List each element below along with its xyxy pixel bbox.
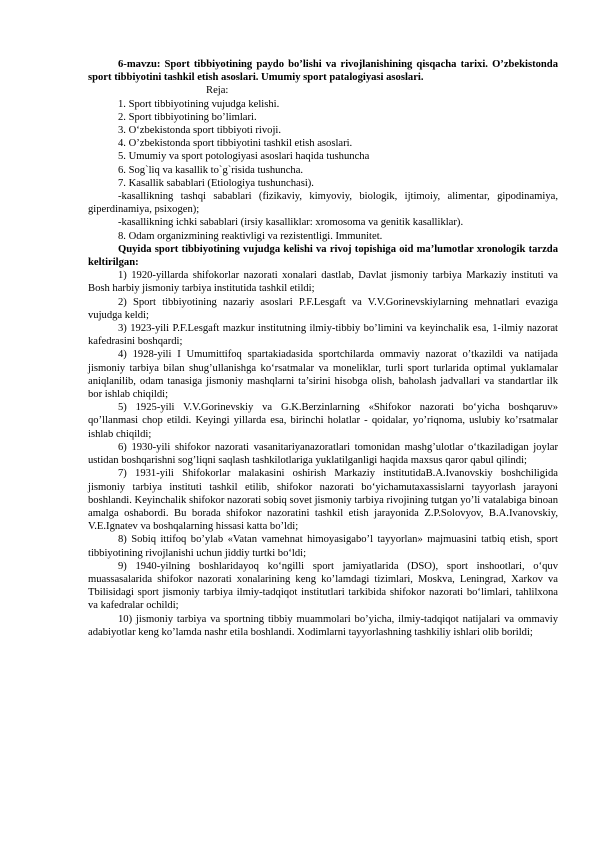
- plan-item: 6. Sog`liq va kasallik to`g`risida tushuncha.: [118, 164, 304, 176]
- chronology-item: 1) 1920-yillarda shifokorlar nazorati xonalari dastlab, Davlat jismoniy tarbiya Markaziy instituti va Bosh harbiy jismoniy tarbiya institutida tashkil etildi;: [88, 270, 558, 295]
- section-heading: Quyida sport tibbiyotining vujudga kelishi va rivoj topishiga oid ma’lumotlar xronologik tarzda keltirilgan:: [88, 243, 558, 269]
- chronology-item: 8) Sobiq ittifoq bo’ylab «Vatan vamehnat himoyasigabo’l tayyorlan» majmuasini tatbiq etish, sport tibbiyotining rivojlanishi uchun jiddiy turtki bo‘ldi;: [88, 534, 558, 559]
- plan-item: 8. Odam organizmining reaktivligi va rezistentligi. Immunitet.: [118, 230, 383, 242]
- chronology-item: 9) 1940-yilning boshlaridayoq ko‘ngilli sport jamiyatlarida (DSO), sport inshootlari, o‘quv muassasalarida shifokor nazorati xonalarining keng ko’lamdagi tizimlari, Moskva, Leningrad, Xarkov va Tbilisidagi sport jismoniy tarbiya ilmiy-tadqiqot institutlari tarkibida shifokor nazorati bo‘limlari, tahlilxona va kafedralar ochildi;: [88, 560, 558, 612]
- plan-item: 2. Sport tibbiyotining bo’limlari.: [118, 111, 257, 123]
- chronology-item: 10) jismoniy tarbiya va sportning tibbiy muammolari bo’yicha, ilmiy-tadqiqot natijalari va ommaviy adabiyotlar keng ko’lamda nashr etila boshlandi. Xodimlarni tayyorlashning tashkiliy ishlari olib borildi;: [88, 613, 558, 638]
- causes-internal: -kasallikning ichki sabablari (irsiy kasalliklar: xromosoma va genitik kasalliklar).: [118, 217, 464, 229]
- chronology-item: 5) 1925-yili V.V.Gorinevskiy va G.K.Berzinlarning «Shifokor nazorati bo‘yicha boshqaruv» qo’llanmasi chop etildi. Keyingi yillarda esa, birinchi holatlar - qoidalar, yo’riqnoma, uslubiy ko’rsatmalar ishlab chiqildi;: [88, 402, 558, 440]
- plan-label: Reja:: [206, 85, 229, 97]
- chronology-list: [88, 269, 558, 639]
- chronology-item: 6) 1930-yili shifokor nazorati vasanitariyanazoratlari tomonidan mashg’ulotlar o‘tkaziladigan joylar ustidan boshqarishni sog’liqni saqlash tashkilotlariga yuklatilganligi haqida maxsus qaror qabul qilindi;: [88, 441, 558, 467]
- plan-item: 3. O‘zbekistonda sport tibbiyoti rivoji.: [118, 125, 282, 137]
- plan-item: 1. Sport tibbiyotining vujudga kelishi.: [118, 98, 280, 110]
- plan-item: 5. Umumiy va sport potologiyasi asoslari haqida tushuncha: [118, 151, 370, 163]
- plan-item: 4. O’zbekistonda sport tibbiyotini tashkil etish asoslari.: [118, 138, 353, 150]
- plan-list: [88, 98, 558, 190]
- chronology-item: 3) 1923-yili P.F.Lesgaft mazkur institutning ilmiy-tibbiy bo’limini va keyinchalik esa, 1-ilmiy nazorat kafedrasini boshqardi;: [88, 323, 558, 348]
- document-page: [88, 58, 558, 639]
- plan-item: 7. Kasallik sabablari (Etiologiya tushunchasi).: [118, 177, 314, 189]
- topic-heading: 6-mavzu: Sport tibbiyotining paydo bo’lishi va rivojlanishining qisqacha tarixi. O’zbekistonda sport tibbiyotini tashkil etish asoslari. Umumiy sport patalogiyasi asoslari.: [88, 59, 558, 84]
- chronology-item: 4) 1928-yili I Umumittifoq spartakiadasida sportchilarda ommaviy nazorat o’tkazildi va natijada jismoniy tarbiya bilan shug’ullanishga ko‘rsatmalar va moneliklar, turli sport turlarida optimal yuklamalar aniqlanilib, odam tanasiga jismoniy mashqlarni ta’sirini hisobga olish, baholash jadvallari va standartlar ilk bor ishlab chiqildi;: [88, 349, 558, 401]
- causes-external: -kasallikning tashqi sabablari (fizikaviy, kimyoviy, biologik, ijtimoiy, alimentar, gipodinamiya, giperdinamiya, psixogen);: [88, 191, 558, 216]
- chronology-item: 7) 1931-yili Shifokorlar malakasini oshirish Markaziy institutidaB.A.Ivanovskiy boshchiligida jismoniy tarbiya instituti tashkil etilib, shifokor nazorati bo‘yichamutaxassislarni tayyorlash jarayoni boshlandi. Keyinchalik shifokor nazorati sobiq sovet jismoniy tarbiya rivojining tutgan yo’li vatalabiga binoan amalga oshabordi. Bu borada shifokor nazoratini tashkil etish jarayonida Z.P.Solovyov, B.A.Ivanovskiy, V.E.Ignatev va boshqalarning hissasi katta bo’ldi;: [88, 468, 558, 533]
- chronology-item: 2) Sport tibbiyotining nazariy asoslari P.F.Lesgaft va V.V.Gorinevskiylarning mehnatlari evaziga vujudga keldi;: [88, 296, 558, 321]
